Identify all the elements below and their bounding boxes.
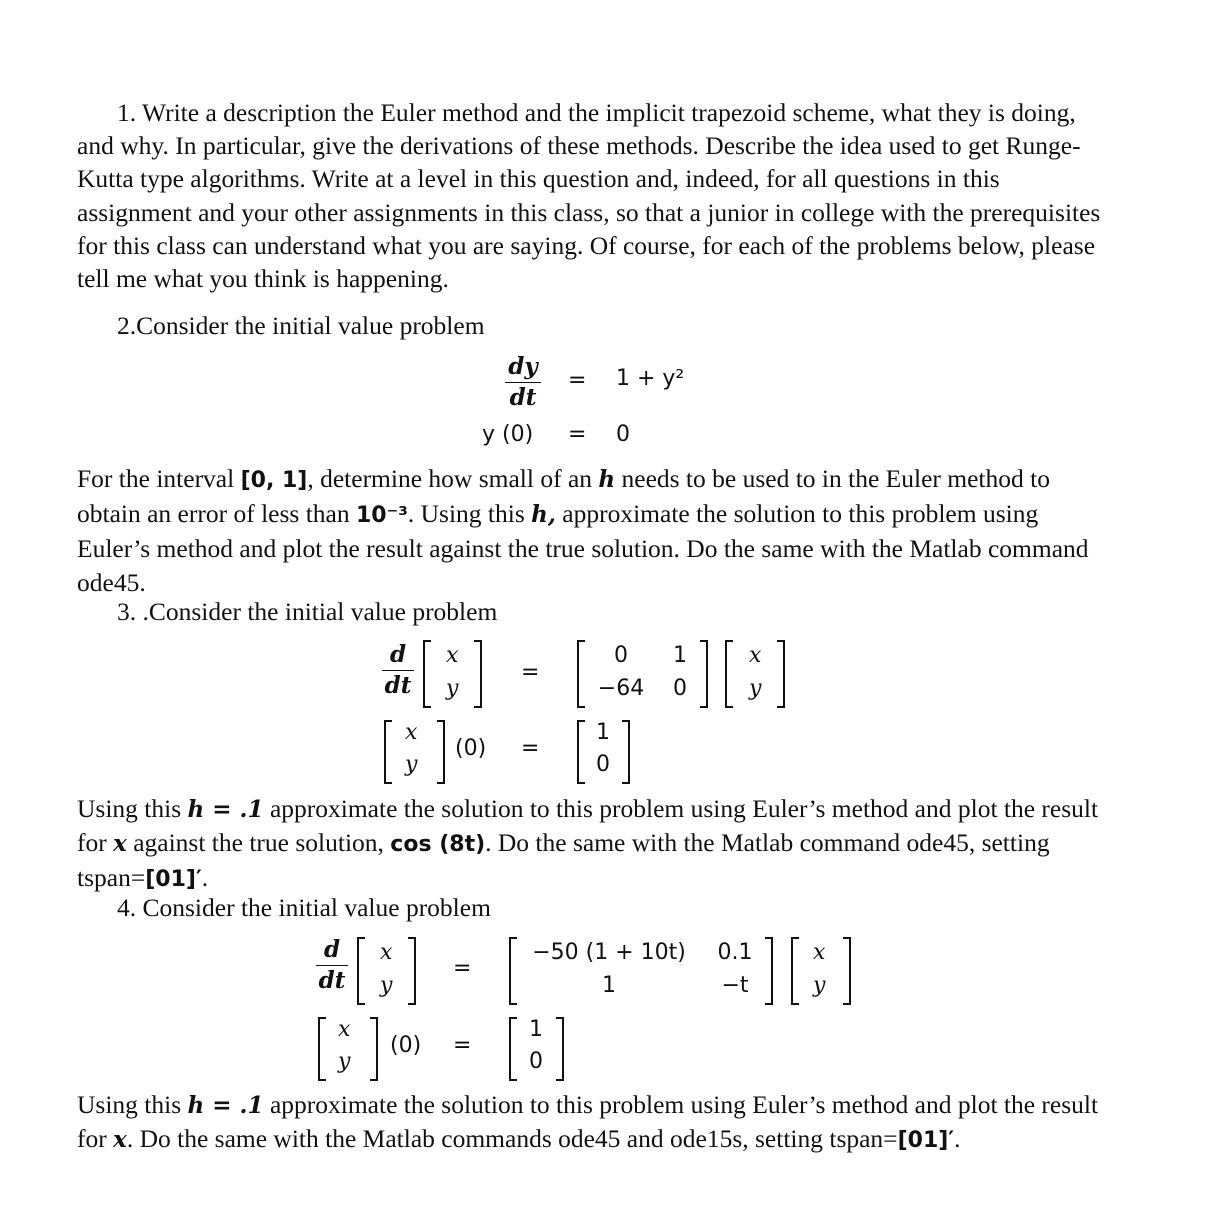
h-value: h = .1: [187, 796, 264, 823]
d-dt-operator: $\frac{d}{dt}$: [382, 640, 414, 701]
left-bracket: [318, 1017, 326, 1081]
right-bracket: [437, 720, 445, 784]
right-bracket: [777, 640, 785, 708]
left-bracket: [725, 640, 733, 708]
h-value: h = .1: [187, 1092, 264, 1119]
question-4-body: Using this h = .1 approximate the solution to this problem using Euler’s method and plot the result for x. Do the same with the Matlab commands ode45 and ode15s, setting tspan=[01]′.: [77, 1090, 1099, 1154]
question-2-body: For the interval [0, 1], determine how small of an h needs to be used to in the Euler method to obtain an error of less than 10⁻³. Using this h, approximate the solution to this problem using Euler’s method and plot the result against the true solution. Do the same with the Matlab command ode45.: [77, 464, 1089, 597]
question-1-text: 1. Write a description the Euler method and the implicit trapezoid scheme, what they is doing, and why. In particular, give the derivations of these methods. Describe the idea used to get Runge-Kutta type algorithms. Write at a level in this question and, indeed, for all questions in this assignment and your other assignments in this class, so that a junior in college with the prerequisites for this class can understand what you are saying. Of course, for each of the problems below, please tell me what you think is happening.: [77, 98, 1101, 294]
equals-sign: =: [521, 660, 540, 685]
initial-condition-rhs: 0: [616, 422, 630, 447]
true-solution: cos (8t): [390, 832, 486, 858]
right-bracket: [765, 937, 773, 1005]
left-bracket: [423, 640, 431, 708]
question-3-intro: 3. .Consider the initial value problem: [117, 597, 498, 626]
right-bracket: [370, 1017, 378, 1081]
h-var: h,: [531, 501, 556, 529]
equals-sign: =: [453, 956, 472, 981]
left-bracket: [509, 937, 517, 1005]
left-bracket: [357, 937, 365, 1005]
dy-dt-fraction: $\frac{dy}{dt}$: [505, 352, 541, 413]
left-bracket: [577, 720, 585, 784]
left-bracket: [791, 937, 799, 1005]
right-bracket: [474, 640, 482, 708]
ode-rhs: 1 + y²: [616, 366, 685, 391]
equals-sign: =: [521, 736, 540, 761]
equals-sign: =: [453, 1033, 472, 1058]
right-bracket: [556, 1017, 564, 1081]
question-1: [77, 96, 1107, 295]
left-bracket: [509, 1017, 517, 1081]
right-bracket: [700, 640, 708, 708]
left-bracket: [384, 720, 392, 784]
left-bracket: [577, 640, 585, 708]
right-bracket: [622, 720, 630, 784]
question-2-intro: 2.Consider the initial value problem: [117, 311, 485, 340]
question-4-intro: 4. Consider the initial value problem: [117, 893, 491, 922]
interval: [0, 1]: [240, 468, 308, 493]
d-dt-operator: $\frac{d}{dt}$: [316, 935, 348, 996]
right-bracket: [408, 937, 416, 1005]
equals-sign: =: [568, 368, 587, 393]
tolerance: 10⁻³: [356, 503, 408, 529]
equals-sign: =: [568, 422, 587, 447]
tspan-value: [01]′: [897, 1128, 955, 1154]
initial-condition-lhs: y (0): [482, 422, 534, 447]
h-var: h: [598, 466, 616, 493]
tspan-value: [01]′: [145, 867, 202, 893]
right-bracket: [843, 937, 851, 1005]
document-page: 1. Write a description the Euler method and the implicit trapezoid scheme, what they is doing, and why. In particular, give the derivations of these methods. Describe the idea used to get Runge-Kutta type algorithms. Write at a level in this question and, indeed, for all questions in this assignment and your other assignments in this class, so that a junior in college with the prerequisites for this class can understand what you are saying. Of course, for each of the problems below, please tell me what you think is happening. 2.Consider the initial value problem $\frac{dy}{dt}$ = 1 + y² y (0) = 0 For the interval [0, 1], determine how small of an h needs to be used to in the Euler method to obtain an error of less than 10⁻³. Using this h, approximate the solution to this problem using Euler’s method and plot the result against the true solution. Do the same with the Matlab command ode45. 3. .Consider the initial value problem $\frac{d}{dt}$ x y = 0 1 −64 0 x y x y (0) = 1 0 Using this h = .1 approximate the solution to this problem using Euler’s method and plot the result for x against the true solution, cos (8t). Do the same with the Matlab command ode45, setting tspan=[01]′. 4. Consider the initial value problem $\frac{d}{dt}$ x y = −50 (1 + 10t) 0.1 1 −t x y x y (0) = 1 0 Using this h = .1 approximate the solution to this problem using Euler’s method and plot the result for x. Do the same with the Matlab commands ode45 and ode15s, setting tspan=[01]′.: [0, 0, 1219, 1219]
question-3-body: Using this h = .1 approximate the solution to this problem using Euler’s method and plot the result for x against the true solution, cos (8t). Do the same with the Matlab command ode45, setting tspan=[01]′.: [77, 794, 1099, 893]
